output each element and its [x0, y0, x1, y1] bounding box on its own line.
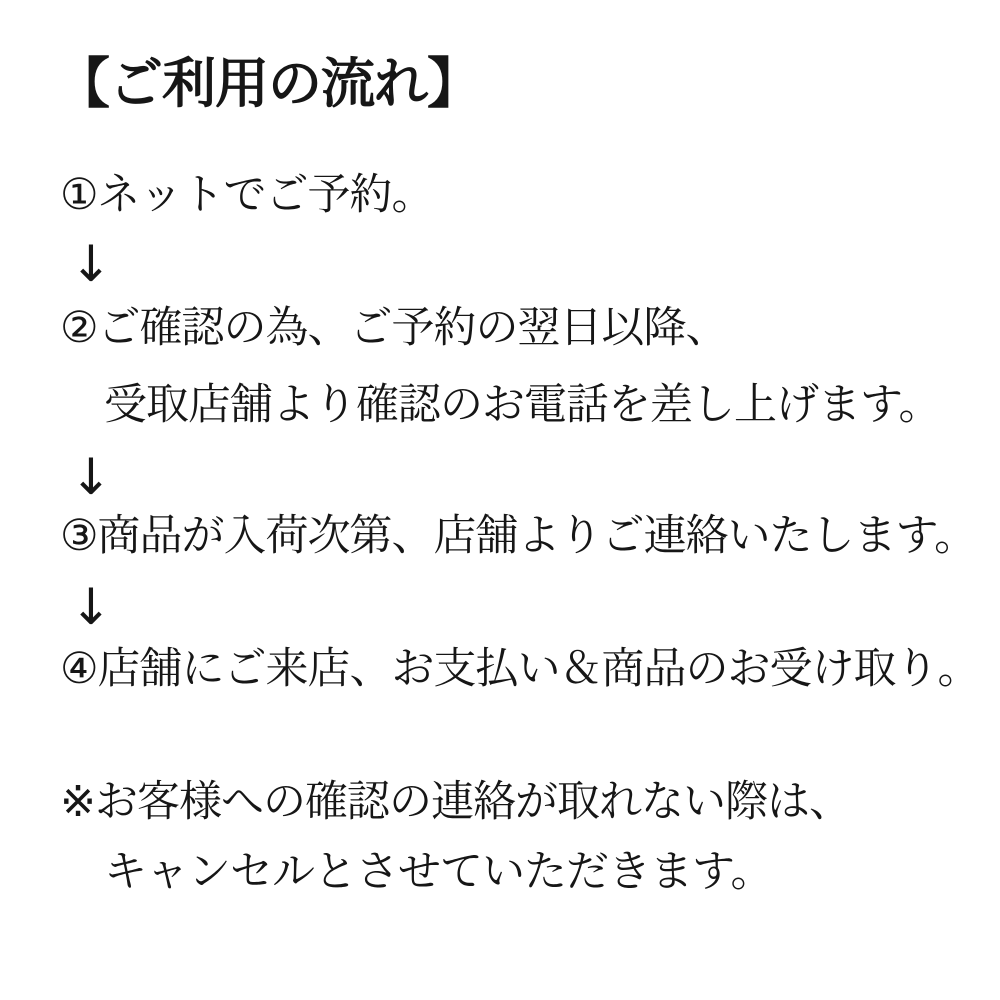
cancellation-note-text-continued: キャンセルとさせていただきます。: [104, 847, 773, 897]
down-arrow-icon: ↓: [70, 578, 112, 636]
down-arrow-icon: ↓: [70, 235, 112, 293]
step-2-text: ②ご確認の為、ご予約の翌日以降、: [60, 303, 728, 353]
page-title: 【ご利用の流れ】: [56, 52, 480, 115]
cancellation-note-text: ※お客様への確認の連絡が取れない際は、: [60, 777, 852, 827]
step-4-text: ④店舗にご来店、お支払い＆商品のお受け取り。: [60, 644, 980, 694]
step-3-text: ③商品が入荷次第、店舗よりご連絡いたします。: [60, 511, 977, 561]
down-arrow-icon: ↓: [70, 448, 112, 506]
step-1-text: ①ネットでご予約。: [60, 170, 434, 220]
step-2-text-continued: 受取店舗より確認のお電話を差し上げます。: [104, 380, 941, 430]
